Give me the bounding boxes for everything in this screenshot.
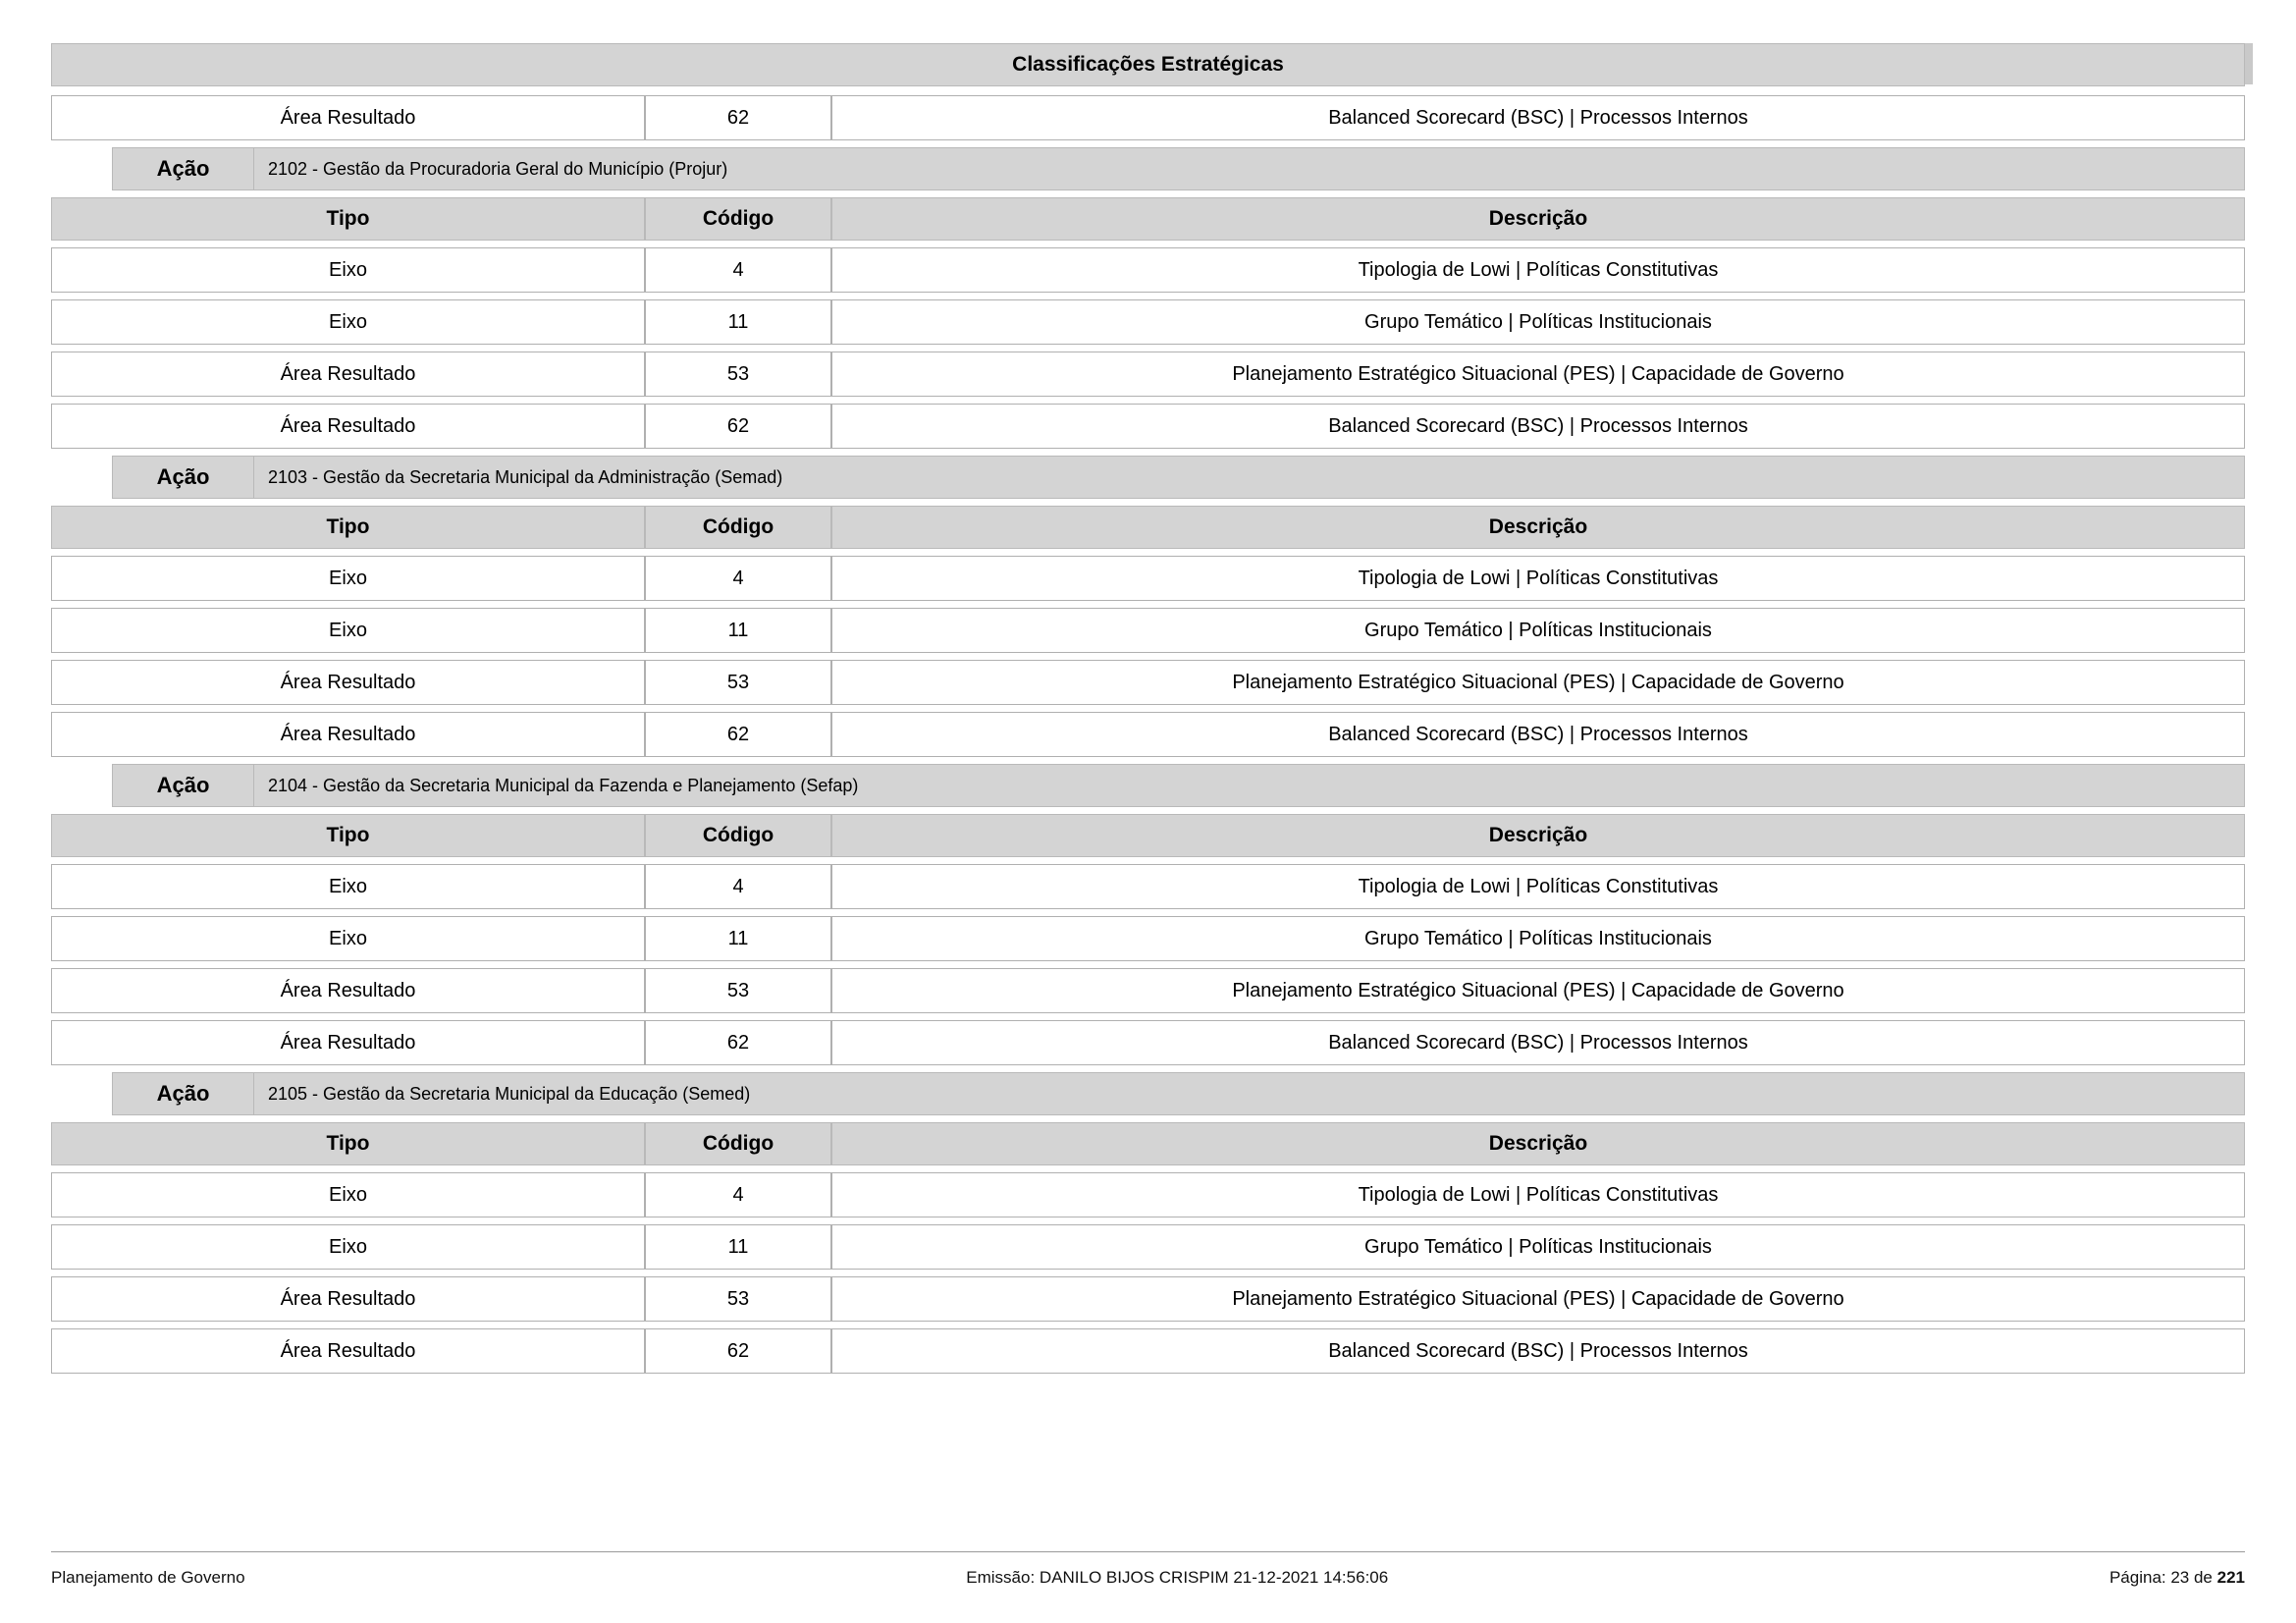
acao-value: 2105 - Gestão da Secretaria Municipal da Educação (Semed) bbox=[254, 1072, 2245, 1115]
acao-value: 2102 - Gestão da Procuradoria Geral do Município (Projur) bbox=[254, 147, 2245, 190]
cell-descricao: Planejamento Estratégico Situacional (PES) | Capacidade de Governo bbox=[831, 968, 2245, 1013]
cell-descricao: Balanced Scorecard (BSC) | Processos Internos bbox=[831, 404, 2245, 449]
cell-tipo: Eixo bbox=[51, 1224, 645, 1270]
cell-codigo: 4 bbox=[645, 556, 831, 601]
cell-descricao: Tipologia de Lowi | Políticas Constitutivas bbox=[831, 556, 2245, 601]
cell-tipo: Área Resultado bbox=[51, 352, 645, 397]
acao-header-row bbox=[51, 456, 2245, 499]
table-row bbox=[51, 404, 2245, 449]
table-row bbox=[51, 1020, 2245, 1065]
cell-descricao: Planejamento Estratégico Situacional (PES) | Capacidade de Governo bbox=[831, 1276, 2245, 1322]
cell-tipo: Área Resultado bbox=[51, 95, 645, 140]
cell-tipo: Área Resultado bbox=[51, 1328, 645, 1374]
column-header-row bbox=[51, 1122, 2245, 1165]
cell-descricao: Tipologia de Lowi | Políticas Constitutivas bbox=[831, 1172, 2245, 1217]
cell-tipo: Área Resultado bbox=[51, 404, 645, 449]
scrollbar-thumb[interactable] bbox=[2245, 43, 2253, 84]
cell-descricao: Planejamento Estratégico Situacional (PES) | Capacidade de Governo bbox=[831, 660, 2245, 705]
acao-group bbox=[51, 1072, 2245, 1374]
cell-tipo: Eixo bbox=[51, 556, 645, 601]
column-header-tipo: Tipo bbox=[51, 814, 645, 857]
cell-tipo: Eixo bbox=[51, 247, 645, 293]
cell-tipo: Eixo bbox=[51, 916, 645, 961]
table-row bbox=[51, 916, 2245, 961]
acao-group bbox=[51, 764, 2245, 1065]
cell-tipo: Eixo bbox=[51, 608, 645, 653]
table-row bbox=[51, 968, 2245, 1013]
cell-tipo: Área Resultado bbox=[51, 712, 645, 757]
column-header-descricao: Descrição bbox=[831, 506, 2245, 549]
column-header-row bbox=[51, 506, 2245, 549]
cell-tipo: Eixo bbox=[51, 864, 645, 909]
cell-descricao: Grupo Temático | Políticas Institucionais bbox=[831, 1224, 2245, 1270]
acao-label: Ação bbox=[112, 147, 254, 190]
page-footer bbox=[51, 1568, 2245, 1588]
cell-tipo: Eixo bbox=[51, 1172, 645, 1217]
footer-page-prefix: Página: 23 de bbox=[2109, 1568, 2217, 1587]
cell-descricao: Balanced Scorecard (BSC) | Processos Internos bbox=[831, 1020, 2245, 1065]
table-row bbox=[51, 1276, 2245, 1322]
table-row bbox=[51, 864, 2245, 909]
cell-descricao: Balanced Scorecard (BSC) | Processos Internos bbox=[831, 95, 2245, 140]
footer-page-total: 221 bbox=[2216, 1568, 2245, 1587]
acao-group bbox=[51, 147, 2245, 449]
footer-divider bbox=[51, 1551, 2245, 1552]
footer-page-number bbox=[2109, 1568, 2245, 1588]
column-header-descricao: Descrição bbox=[831, 1122, 2245, 1165]
cell-codigo: 53 bbox=[645, 1276, 831, 1322]
cell-codigo: 62 bbox=[645, 95, 831, 140]
acao-group bbox=[51, 456, 2245, 757]
column-header-codigo: Código bbox=[645, 1122, 831, 1165]
cell-tipo: Área Resultado bbox=[51, 1020, 645, 1065]
cell-codigo: 11 bbox=[645, 916, 831, 961]
footer-emission-text: Emissão: DANILO BIJOS CRISPIM 21-12-2021 14:56:06 bbox=[966, 1568, 1389, 1587]
cell-tipo: Área Resultado bbox=[51, 660, 645, 705]
table-row bbox=[51, 352, 2245, 397]
cell-codigo: 62 bbox=[645, 712, 831, 757]
cell-codigo: 53 bbox=[645, 660, 831, 705]
cell-codigo: 62 bbox=[645, 1328, 831, 1374]
cell-descricao: Balanced Scorecard (BSC) | Processos Internos bbox=[831, 1328, 2245, 1374]
cell-descricao: Grupo Temático | Políticas Institucionais bbox=[831, 916, 2245, 961]
table-row bbox=[51, 712, 2245, 757]
cell-codigo: 11 bbox=[645, 1224, 831, 1270]
column-header-codigo: Código bbox=[645, 197, 831, 241]
column-header-row bbox=[51, 197, 2245, 241]
column-header-descricao: Descrição bbox=[831, 197, 2245, 241]
column-header-tipo: Tipo bbox=[51, 506, 645, 549]
table-row bbox=[51, 95, 2245, 140]
cell-descricao: Tipologia de Lowi | Políticas Constitutivas bbox=[831, 247, 2245, 293]
column-header-tipo: Tipo bbox=[51, 1122, 645, 1165]
acao-label: Ação bbox=[112, 456, 254, 499]
cell-descricao: Balanced Scorecard (BSC) | Processos Internos bbox=[831, 712, 2245, 757]
column-header-codigo: Código bbox=[645, 506, 831, 549]
table-row bbox=[51, 299, 2245, 345]
table-row bbox=[51, 608, 2245, 653]
cell-codigo: 4 bbox=[645, 1172, 831, 1217]
cell-codigo: 53 bbox=[645, 352, 831, 397]
acao-label: Ação bbox=[112, 1072, 254, 1115]
acao-header-row bbox=[51, 764, 2245, 807]
cell-codigo: 11 bbox=[645, 299, 831, 345]
cell-codigo: 4 bbox=[645, 247, 831, 293]
cell-codigo: 53 bbox=[645, 968, 831, 1013]
cell-tipo: Área Resultado bbox=[51, 968, 645, 1013]
table-row bbox=[51, 1172, 2245, 1217]
table-row bbox=[51, 1328, 2245, 1374]
cell-descricao: Planejamento Estratégico Situacional (PES) | Capacidade de Governo bbox=[831, 352, 2245, 397]
cell-descricao: Grupo Temático | Políticas Institucionais bbox=[831, 299, 2245, 345]
cell-codigo: 62 bbox=[645, 404, 831, 449]
table-row bbox=[51, 556, 2245, 601]
cell-codigo: 11 bbox=[645, 608, 831, 653]
footer-left-text: Planejamento de Governo bbox=[51, 1568, 245, 1587]
column-header-codigo: Código bbox=[645, 814, 831, 857]
column-header-row bbox=[51, 814, 2245, 857]
cell-descricao: Grupo Temático | Políticas Institucionais bbox=[831, 608, 2245, 653]
cell-descricao: Tipologia de Lowi | Políticas Constitutivas bbox=[831, 864, 2245, 909]
cell-tipo: Área Resultado bbox=[51, 1276, 645, 1322]
table-row bbox=[51, 660, 2245, 705]
table-row bbox=[51, 1224, 2245, 1270]
column-header-tipo: Tipo bbox=[51, 197, 645, 241]
acao-value: 2104 - Gestão da Secretaria Municipal da Fazenda e Planejamento (Sefap) bbox=[254, 764, 2245, 807]
cell-codigo: 62 bbox=[645, 1020, 831, 1065]
page-title: Classificações Estratégicas bbox=[51, 43, 2245, 86]
table-row bbox=[51, 247, 2245, 293]
acao-header-row bbox=[51, 147, 2245, 190]
acao-label: Ação bbox=[112, 764, 254, 807]
acao-header-row bbox=[51, 1072, 2245, 1115]
acao-value: 2103 - Gestão da Secretaria Municipal da Administração (Semad) bbox=[254, 456, 2245, 499]
cell-codigo: 4 bbox=[645, 864, 831, 909]
column-header-descricao: Descrição bbox=[831, 814, 2245, 857]
cell-tipo: Eixo bbox=[51, 299, 645, 345]
